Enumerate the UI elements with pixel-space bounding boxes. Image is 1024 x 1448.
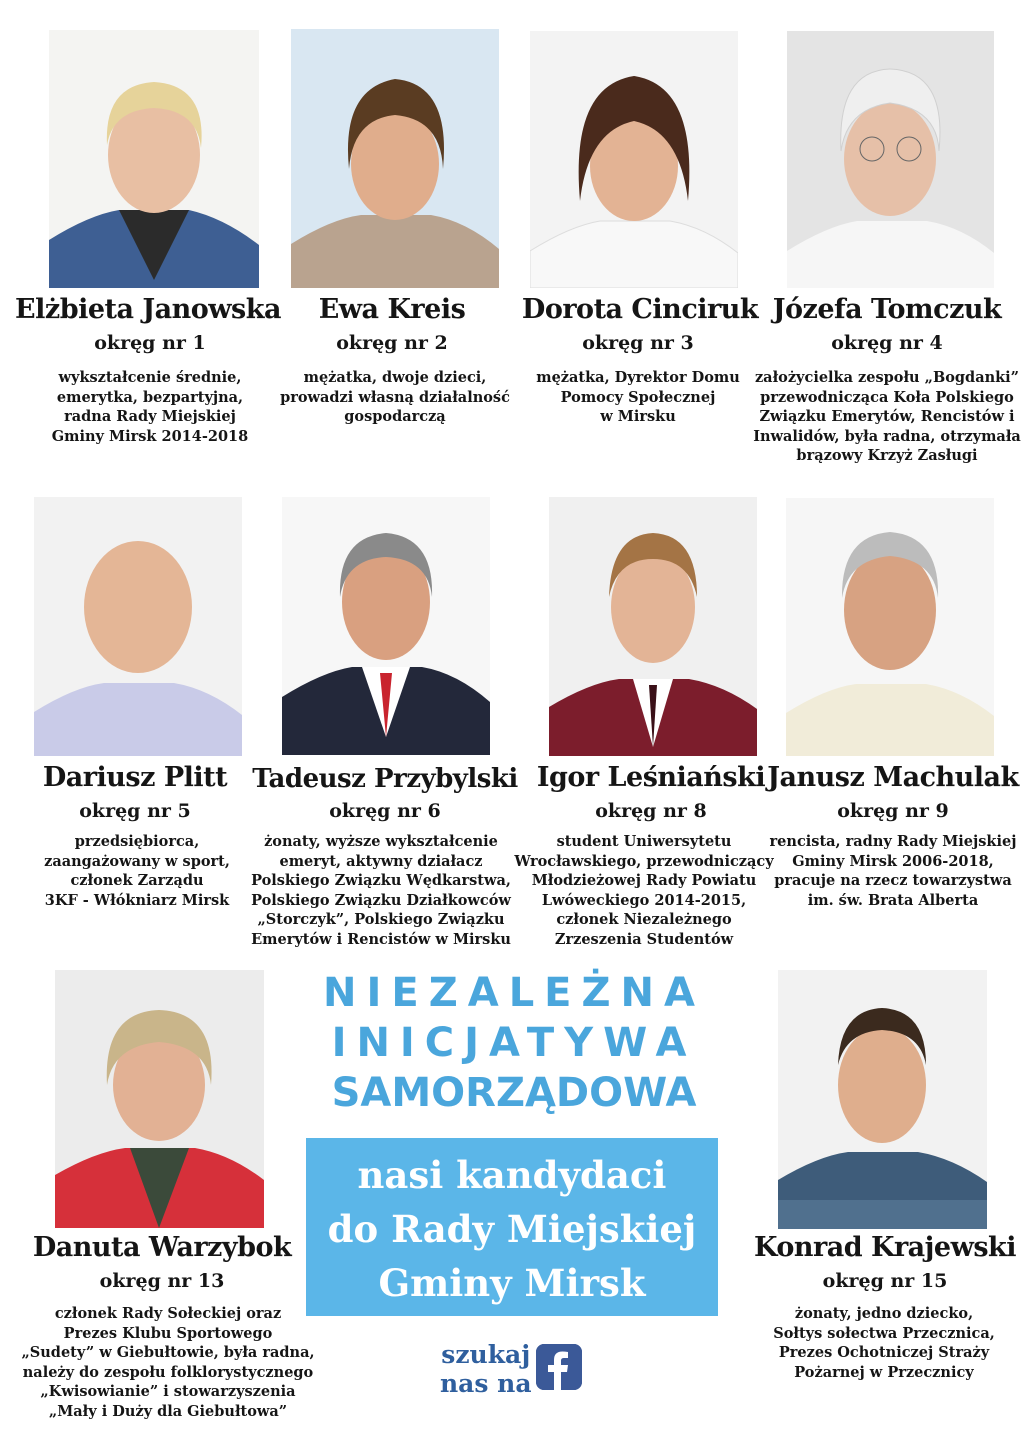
candidate-district: okręg nr 2: [336, 332, 448, 354]
candidate-district: okręg nr 15: [822, 1270, 948, 1292]
candidate-name: Elżbieta Janowska: [15, 294, 281, 325]
organization-line: INICJATYWA: [331, 1020, 697, 1066]
candidate-name: Dorota Cinciruk: [521, 294, 759, 325]
candidate-description: założycielka zespołu „Bogdanki” przewodnicząca Koła Polskiego Związku Emerytów, Rencistów i Inwalidów, była radna, otrzymała brązowy Krzyż Zasługi: [753, 369, 1021, 464]
candidate-district: okręg nr 3: [582, 332, 694, 354]
candidate-photo: [786, 498, 994, 756]
banner-line: do Rady Miejskiej: [327, 1207, 697, 1251]
organization-line: NIEZALEŻNA: [323, 970, 705, 1016]
facebook-text: szukaj nas na: [440, 1340, 532, 1398]
candidate-description: student Uniwersytetu Wrocławskiego, przewodniczący Młodzieżowej Rady Powiatu Lwóweckiego 2014-2015, członek Niezależnego Zrzeszenia Studentów: [514, 833, 774, 948]
banner-line: nasi kandydaci: [357, 1153, 667, 1197]
candidate-photo: [282, 497, 490, 755]
candidate-district: okręg nr 6: [329, 800, 441, 822]
banner-line: Gminy Mirsk: [378, 1261, 646, 1305]
candidate-photo: [530, 31, 738, 288]
candidate-name: Tadeusz Przybylski: [252, 764, 518, 794]
candidate-description: wykształcenie średnie, emerytka, bezpartyjna, radna Rady Miejskiej Gminy Mirsk 2014-2018: [51, 369, 249, 445]
candidate-description: przedsiębiorca, zaangażowany w sport, członek Zarządu 3KF - Włókniarz Mirsk: [44, 833, 230, 909]
candidate-name: Danuta Warzybok: [32, 1232, 292, 1263]
candidate-district: okręg nr 4: [831, 332, 943, 354]
candidate-name: Janusz Machulak: [767, 762, 1019, 793]
candidate-description: żonaty, wyższe wykształcenie emeryt, aktywny działacz Polskiego Związku Wędkarstwa, Polskiego Związku Działkowców „Storczyk”, Polskiego Związku Emerytów i Rencistów w Mirsku: [251, 833, 511, 948]
candidate-photo: [778, 970, 987, 1229]
candidate-photo: [34, 497, 242, 756]
candidate-description: mężatka, Dyrektor Domu Pomocy Społecznej w Mirsku: [536, 369, 740, 425]
candidate-description: członek Rady Sołeckiej oraz Prezes Klubu Sportowego „Sudety” w Giebułtowie, była radna, należy do zespołu folklorystycznego „Kwisowianie” i stowarzyszenia „Mały i Duży dla Giebułtowa”: [21, 1305, 315, 1420]
candidate-name: Dariusz Plitt: [42, 762, 228, 793]
organization-name: [300, 968, 728, 1118]
candidate-photo: [291, 29, 499, 288]
candidate-description: mężatka, dwoje dzieci, prowadzi własną działalność gospodarczą: [280, 369, 510, 425]
candidate-photo: [549, 497, 757, 756]
candidate-district: okręg nr 1: [94, 332, 206, 354]
organization-line: SAMORZĄDOWA: [331, 1070, 697, 1116]
candidate-photo: [55, 970, 264, 1228]
candidate-photo: [49, 30, 259, 288]
candidate-name: Józefa Tomczuk: [772, 294, 1002, 325]
candidate-district: okręg nr 13: [99, 1270, 225, 1292]
candidate-district: okręg nr 9: [837, 800, 949, 822]
candidates-banner: [306, 1138, 718, 1316]
candidate-name: Ewa Kreis: [318, 294, 466, 325]
facebook-link[interactable]: [440, 1340, 590, 1400]
candidate-district: okręg nr 5: [79, 800, 191, 822]
candidate-description: żonaty, jedno dziecko, Sołtys sołectwa Przecznica, Prezes Ochotniczej Straży Pożarnej w Przecznicy: [773, 1305, 995, 1381]
candidate-photo: [787, 31, 994, 288]
candidate-description: rencista, radny Rady Miejskiej Gminy Mirsk 2006-2018, pracuje na rzecz towarzystwa im. św. Brata Alberta: [769, 833, 1017, 909]
candidate-name: Konrad Krajewski: [753, 1232, 1017, 1263]
candidate-name: Igor Leśniański: [536, 762, 766, 793]
candidate-district: okręg nr 8: [595, 800, 707, 822]
facebook-icon[interactable]: [536, 1344, 582, 1390]
